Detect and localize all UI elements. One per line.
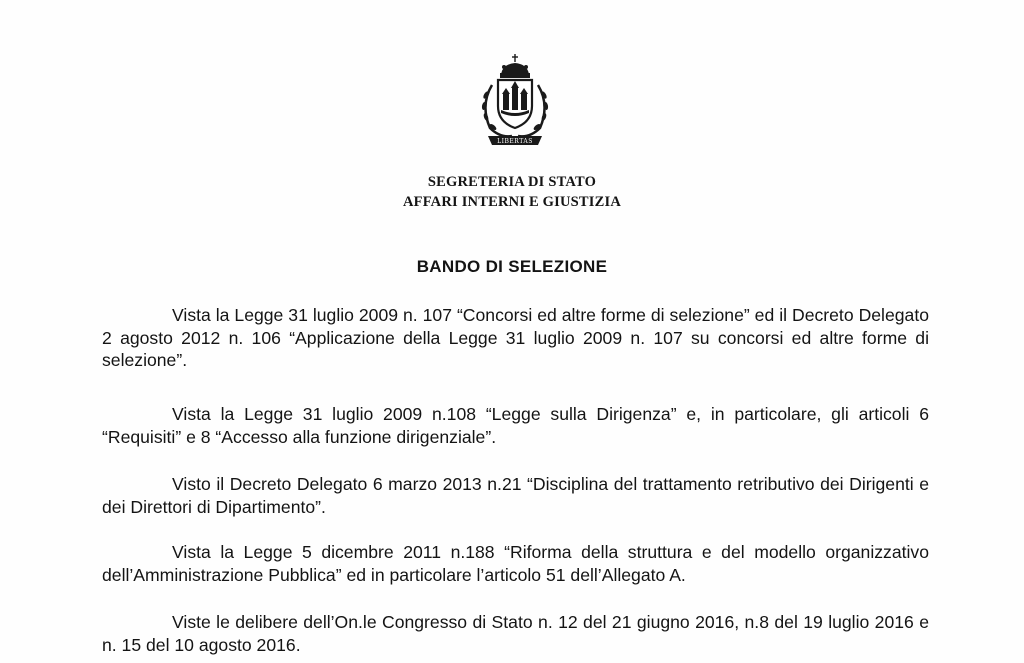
coat-of-arms-emblem <box>470 50 560 150</box>
document-title: BANDO DI SELEZIONE <box>416 257 608 276</box>
paragraph-decreto-21: Visto il Decreto Delegato 6 marzo 2013 n.21 “Disciplina del trattamento retributivo dei Dirigenti e dei Direttori di Dipartimento”. <box>102 474 929 517</box>
office-name-line2: AFFARI INTERNI E GIUSTIZIA <box>402 194 622 210</box>
paragraph-legge-108: Vista la Legge 31 luglio 2009 n.108 “Legge sulla Dirigenza” e, in particolare, gli articoli 6 “Requisiti” e 8 “Accesso alla funzione dirigenziale”. <box>102 404 929 447</box>
motto-text: LIBERTAS <box>497 138 533 145</box>
paragraph-delibere: Viste le delibere dell’On.le Congresso di Stato n. 12 del 21 giugno 2016, n.8 del 19 luglio 2016 e n. 15 del 10 agosto 2016. <box>102 612 929 655</box>
paragraph-legge-107: Vista la Legge 31 luglio 2009 n. 107 “Concorsi ed altre forme di selezione” ed il Decreto Delegato 2 agosto 2012 n. 106 “Applicazione della Legge 31 luglio 2009 n. 107 su concorsi ed altre forme di selezione”. <box>102 305 929 370</box>
paragraph-legge-188: Vista la Legge 5 dicembre 2011 n.188 “Riforma della struttura e del modello organizzativo dell’Amministrazione Pubblica” ed in particolare l’articolo 51 dell’Allegato A. <box>102 542 929 585</box>
office-name-line1: SEGRETERIA DI STATO <box>427 174 597 190</box>
